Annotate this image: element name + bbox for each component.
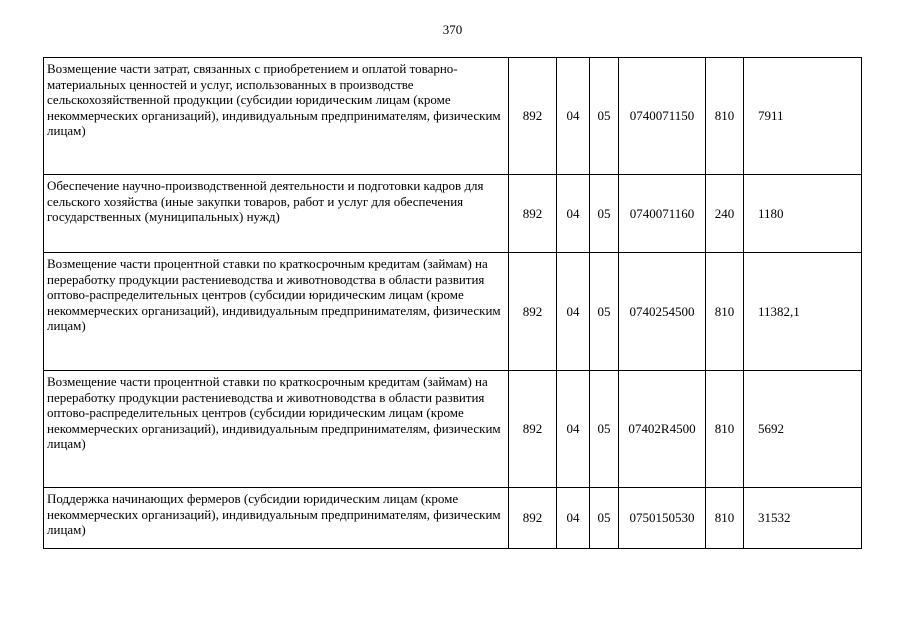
ministry-code: 892: [509, 253, 557, 371]
row-description: Возмещение части процентной ставки по краткосрочным кредитам (займам) на переработку продукции растениеводства и животноводства в области развития оптово-распределительных центров (субсидии юридическим лицам (кроме некоммерческих организаций), индивидуальным предпринимателям, физическим лицам): [44, 371, 509, 488]
ministry-code: 892: [509, 175, 557, 253]
expense-type-code: 810: [706, 253, 744, 371]
expense-type-code: 810: [706, 488, 744, 549]
target-article-code: 0750150530: [619, 488, 706, 549]
section-code: 04: [557, 253, 590, 371]
section-code: 04: [557, 488, 590, 549]
table-row: [44, 488, 862, 549]
amount-value: 5692: [744, 371, 862, 488]
row-description: Поддержка начинающих фермеров (субсидии юридическим лицам (кроме некоммерческих организаций), индивидуальным предпринимателям, физическим лицам): [44, 488, 509, 549]
section-code: 04: [557, 175, 590, 253]
expense-type-code: 810: [706, 371, 744, 488]
target-article-code: 0740071160: [619, 175, 706, 253]
subsection-code: 05: [590, 175, 619, 253]
ministry-code: 892: [509, 371, 557, 488]
subsection-code: 05: [590, 488, 619, 549]
subsection-code: 05: [590, 253, 619, 371]
ministry-code: 892: [509, 488, 557, 549]
row-description: Обеспечение научно-производственной деятельности и подготовки кадров для сельского хозяйства (иные закупки товаров, работ и услуг для обеспечения государственных (муниципальных) нужд): [44, 175, 509, 253]
subsection-code: 05: [590, 371, 619, 488]
expense-type-code: 810: [706, 58, 744, 175]
amount-value: 31532: [744, 488, 862, 549]
amount-value: 7911: [744, 58, 862, 175]
target-article-code: 0740254500: [619, 253, 706, 371]
target-article-code: 07402R4500: [619, 371, 706, 488]
table-row: [44, 253, 862, 371]
target-article-code: 0740071150: [619, 58, 706, 175]
table-row: [44, 175, 862, 253]
amount-value: 1180: [744, 175, 862, 253]
page-number: 370: [442, 22, 463, 37]
expense-type-code: 240: [706, 175, 744, 253]
row-description: Возмещение части процентной ставки по краткосрочным кредитам (займам) на переработку продукции растениеводства и животноводства в области развития оптово-распределительных центров (субсидии юридическим лицам (кроме некоммерческих организаций), индивидуальным предпринимателям, физическим лицам): [44, 253, 509, 371]
table-row: [44, 58, 862, 175]
section-code: 04: [557, 371, 590, 488]
subsection-code: 05: [590, 58, 619, 175]
row-description: Возмещение части затрат, связанных с приобретением и оплатой товарно-материальных ценностей и услуг, использованных в производстве сельскохозяйственной продукции (субсидии юридическим лицам (кроме некоммерческих организаций), индивидуальным предпринимателям, физическим лицам): [44, 58, 509, 175]
amount-value: 11382,1: [744, 253, 862, 371]
section-code: 04: [557, 58, 590, 175]
table-row: [44, 371, 862, 488]
ministry-code: 892: [509, 58, 557, 175]
budget-table: [43, 57, 862, 549]
